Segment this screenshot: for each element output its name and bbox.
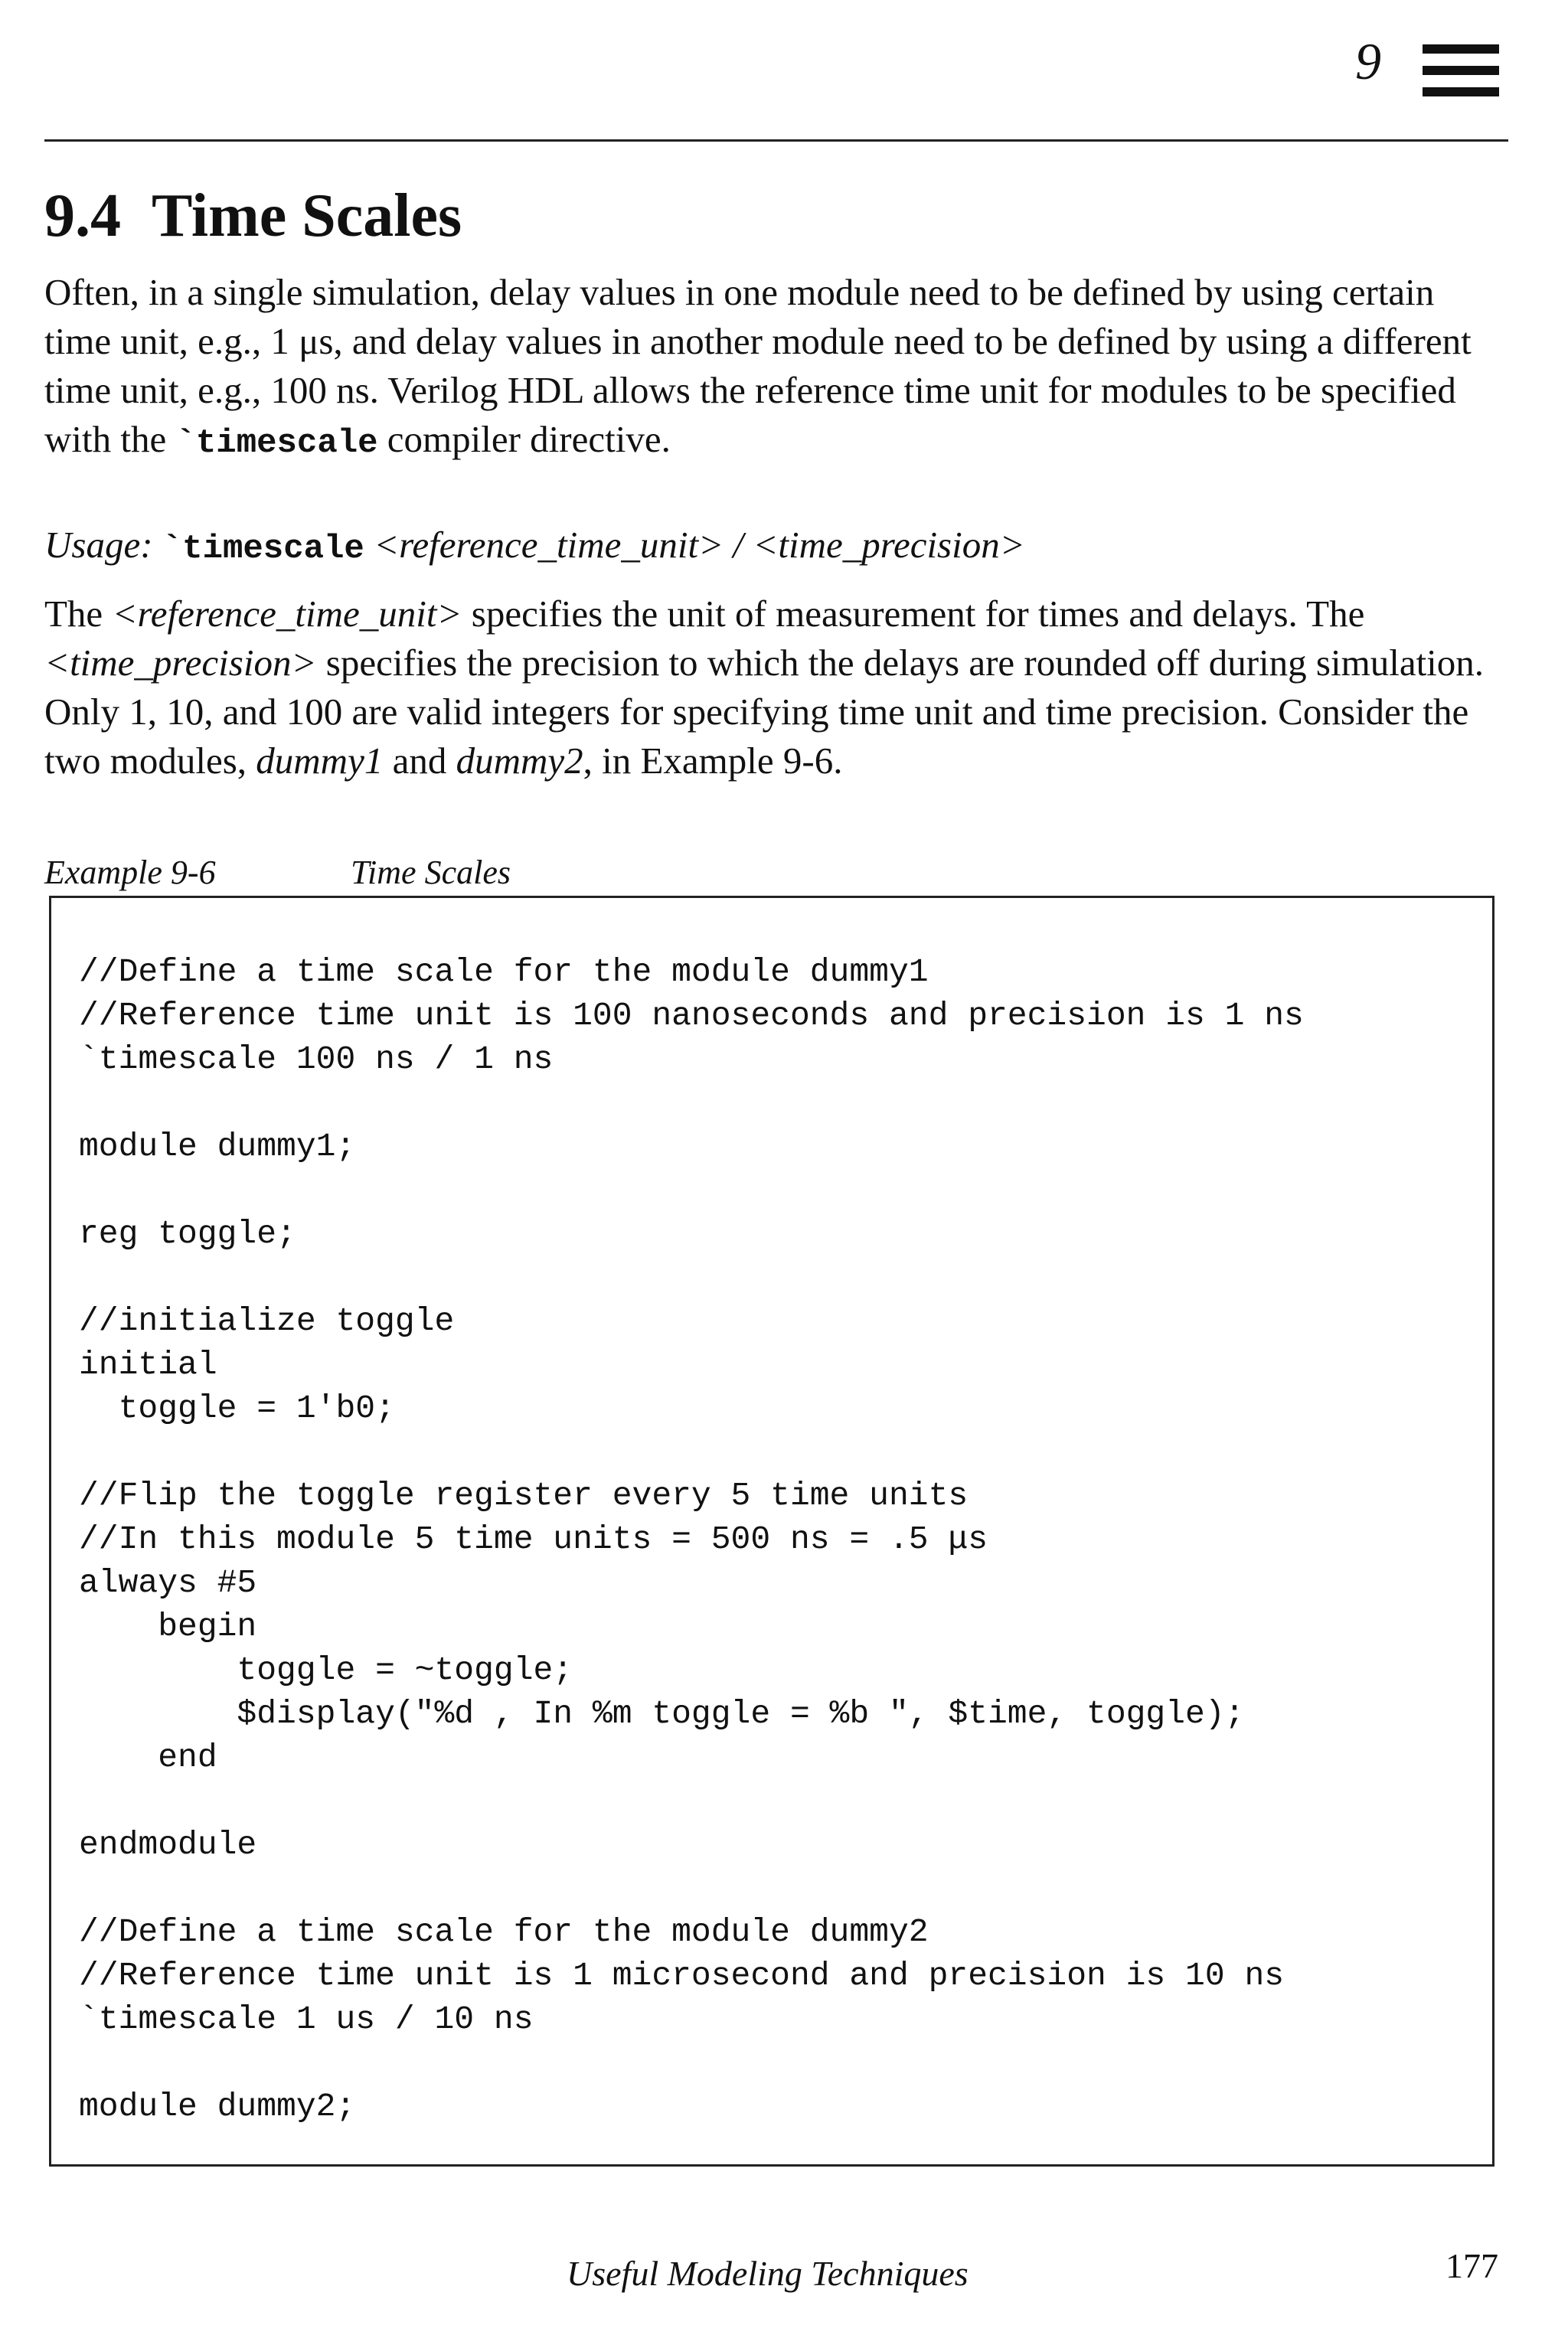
example-title: Time Scales xyxy=(351,854,511,891)
text-run: The xyxy=(44,593,113,635)
usage-line xyxy=(44,521,1499,573)
usage-label: Usage: xyxy=(44,524,153,566)
text-run: and xyxy=(383,740,456,782)
footer-chapter-title: Useful Modeling Techniques xyxy=(567,2254,969,2293)
section-heading xyxy=(44,178,462,254)
usage-arguments: <reference_time_unit> / <time_precision> xyxy=(374,524,1025,566)
usage-keyword: `timescale xyxy=(162,530,364,568)
example-caption xyxy=(44,850,511,896)
page-number: 177 xyxy=(1446,2246,1498,2285)
example-label: Example 9-6 xyxy=(44,854,216,891)
text-run: , in Example 9-6. xyxy=(583,740,843,782)
italic-term: dummy1 xyxy=(256,740,384,782)
intro-paragraph xyxy=(44,268,1499,468)
italic-term: <time_precision> xyxy=(44,642,317,684)
italic-term: dummy2 xyxy=(456,740,583,782)
timescale-keyword: `timescale xyxy=(175,424,378,462)
intro-text-end: compiler directive. xyxy=(377,418,671,460)
text-run: specifies the precision to which the delays are rounded off during simulation. Only 1, 10, and 100 are valid integers for specifying time unit and time precision. Consider the two modules, xyxy=(44,642,1485,782)
intro-text: Often, in a single simulation, delay values in one module need to be defined by using certain time unit, e.g., 1 μs, and delay values in another module need to be defined by using a different time unit, e.g., 100 ns. Verilog HDL allows the reference time unit for modules to be specified with the xyxy=(44,271,1472,460)
text-run: specifies the unit of measurement for times and delays. The xyxy=(462,593,1365,635)
explanation-paragraph xyxy=(44,589,1499,785)
code-listing-box xyxy=(49,896,1494,2167)
chapter-marker-bars xyxy=(1423,44,1499,109)
italic-term: <reference_time_unit> xyxy=(112,593,462,635)
section-number: 9.4 xyxy=(44,182,121,250)
code-listing: //Define a time scale for the module dummy1 //Reference time unit is 100 nanoseconds and precision is 1 ns `timescale 100 ns / 1 ns module dummy1; reg toggle; //initialize toggle initial toggle = 1'b0; //Flip the toggle register every 5 time units //In this module 5 time units = 500 ns = .5 μs always #5 begin toggle = ~toggle; $display("%d , In %m toggle = %b ", $time, toggle); end endmodule //Define a time scale for the module dummy2 //Reference time unit is 1 microsecond and precision is 10 ns `timescale 1 us / 10 ns module dummy2; xyxy=(79,953,1304,2125)
section-title: Time Scales xyxy=(152,182,462,250)
chapter-number: 9 xyxy=(1355,32,1381,90)
header-divider xyxy=(44,139,1508,142)
